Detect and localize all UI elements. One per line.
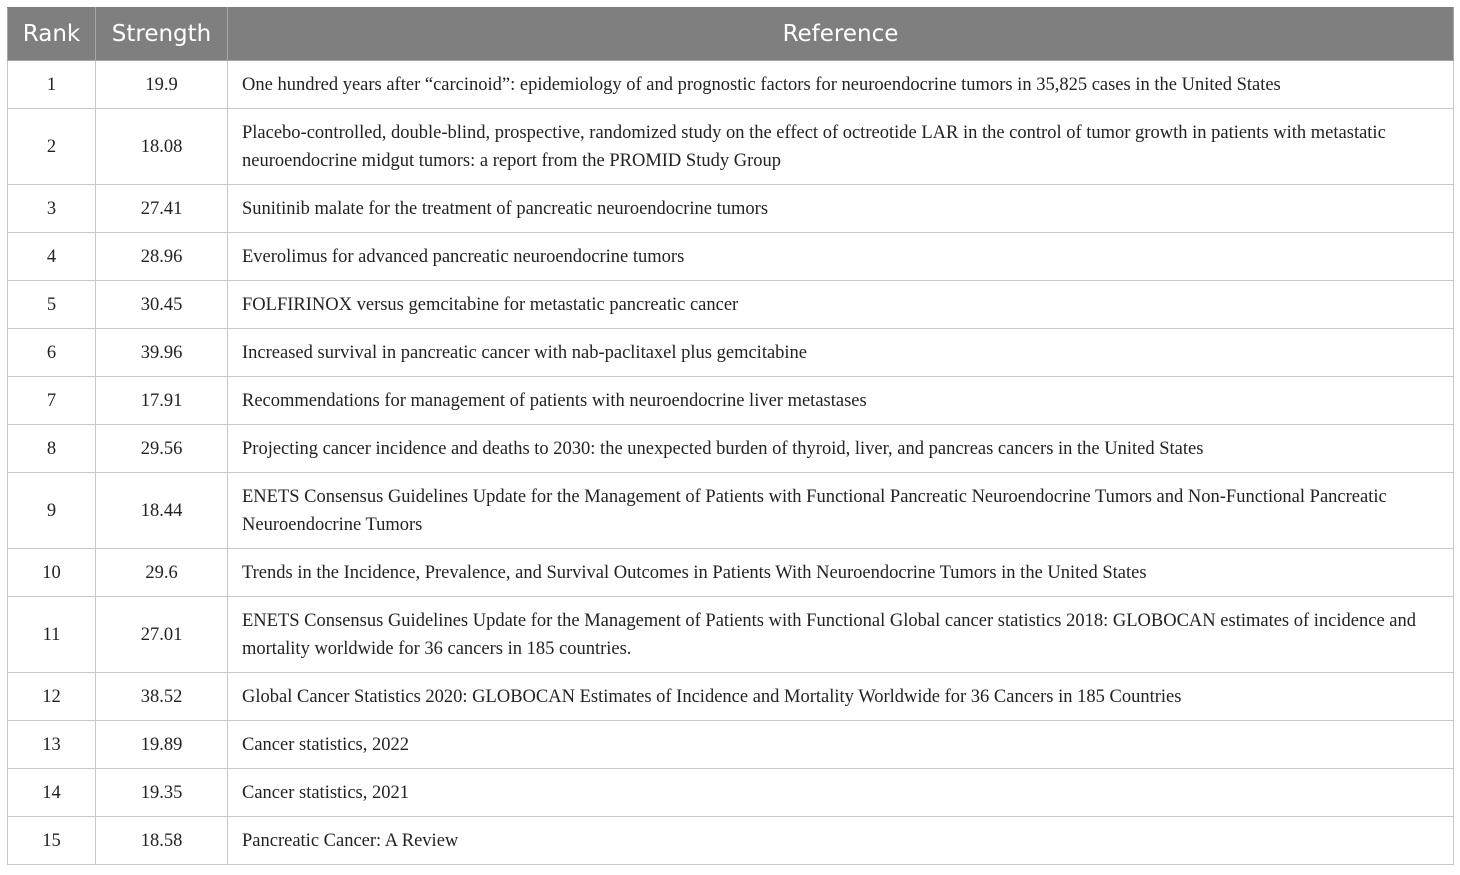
column-header-rank: Rank xyxy=(8,8,96,61)
rank-cell: 5 xyxy=(8,281,96,329)
reference-cell: Trends in the Incidence, Prevalence, and Survival Outcomes in Patients With Neuroendocrine Tumors in the United States xyxy=(228,549,1454,597)
strength-cell: 18.08 xyxy=(96,109,228,185)
table-row xyxy=(8,233,1454,281)
table-row xyxy=(8,721,1454,769)
table-row xyxy=(8,549,1454,597)
strength-cell: 19.9 xyxy=(96,61,228,109)
reference-cell: Increased survival in pancreatic cancer with nab-paclitaxel plus gemcitabine xyxy=(228,329,1454,377)
strength-cell: 19.89 xyxy=(96,721,228,769)
table-row xyxy=(8,597,1454,673)
rank-cell: 6 xyxy=(8,329,96,377)
rank-cell: 15 xyxy=(8,817,96,865)
strength-cell: 19.35 xyxy=(96,769,228,817)
rank-cell: 8 xyxy=(8,425,96,473)
column-header-strength: Strength xyxy=(96,8,228,61)
table-row xyxy=(8,425,1454,473)
rank-cell: 11 xyxy=(8,597,96,673)
strength-cell: 39.96 xyxy=(96,329,228,377)
strength-cell: 30.45 xyxy=(96,281,228,329)
reference-cell: Cancer statistics, 2022 xyxy=(228,721,1454,769)
rank-cell: 7 xyxy=(8,377,96,425)
table-row xyxy=(8,329,1454,377)
rank-cell: 12 xyxy=(8,673,96,721)
table-row xyxy=(8,673,1454,721)
rank-cell: 14 xyxy=(8,769,96,817)
rank-cell: 9 xyxy=(8,473,96,549)
reference-cell: Global Cancer Statistics 2020: GLOBOCAN Estimates of Incidence and Mortality Worldwide for 36 Cancers in 185 Countries xyxy=(228,673,1454,721)
reference-cell: Pancreatic Cancer: A Review xyxy=(228,817,1454,865)
table-row xyxy=(8,817,1454,865)
table-body xyxy=(8,61,1454,865)
reference-cell: Cancer statistics, 2021 xyxy=(228,769,1454,817)
column-header-reference: Reference xyxy=(228,8,1454,61)
strength-cell: 17.91 xyxy=(96,377,228,425)
references-table xyxy=(7,7,1454,865)
rank-cell: 1 xyxy=(8,61,96,109)
rank-cell: 4 xyxy=(8,233,96,281)
table-row xyxy=(8,769,1454,817)
table-row xyxy=(8,281,1454,329)
table-header xyxy=(8,8,1454,61)
strength-cell: 18.58 xyxy=(96,817,228,865)
strength-cell: 27.41 xyxy=(96,185,228,233)
table-row xyxy=(8,377,1454,425)
reference-cell: Projecting cancer incidence and deaths to 2030: the unexpected burden of thyroid, liver, and pancreas cancers in the United States xyxy=(228,425,1454,473)
strength-cell: 28.96 xyxy=(96,233,228,281)
table-row xyxy=(8,109,1454,185)
reference-cell: Recommendations for management of patients with neuroendocrine liver metastases xyxy=(228,377,1454,425)
rank-cell: 2 xyxy=(8,109,96,185)
reference-cell: FOLFIRINOX versus gemcitabine for metastatic pancreatic cancer xyxy=(228,281,1454,329)
strength-cell: 29.56 xyxy=(96,425,228,473)
reference-cell: Sunitinib malate for the treatment of pancreatic neuroendocrine tumors xyxy=(228,185,1454,233)
reference-cell: Everolimus for advanced pancreatic neuroendocrine tumors xyxy=(228,233,1454,281)
reference-cell: ENETS Consensus Guidelines Update for the Management of Patients with Functional Global cancer statistics 2018: GLOBOCAN estimates of incidence and mortality worldwide for 36 cancers in 185 countries. xyxy=(228,597,1454,673)
rank-cell: 10 xyxy=(8,549,96,597)
reference-cell: ENETS Consensus Guidelines Update for the Management of Patients with Functional Pancreatic Neuroendocrine Tumors and Non-Functional Pancreatic Neuroendocrine Tumors xyxy=(228,473,1454,549)
strength-cell: 18.44 xyxy=(96,473,228,549)
rank-cell: 3 xyxy=(8,185,96,233)
strength-cell: 27.01 xyxy=(96,597,228,673)
rank-cell: 13 xyxy=(8,721,96,769)
table-row xyxy=(8,61,1454,109)
reference-cell: Placebo-controlled, double-blind, prospective, randomized study on the effect of octreotide LAR in the control of tumor growth in patients with metastatic neuroendocrine midgut tumors: a report from the PROMID Study Group xyxy=(228,109,1454,185)
table-row xyxy=(8,185,1454,233)
header-row xyxy=(8,8,1454,61)
strength-cell: 38.52 xyxy=(96,673,228,721)
references-table-container xyxy=(7,7,1453,865)
strength-cell: 29.6 xyxy=(96,549,228,597)
reference-cell: One hundred years after “carcinoid”: epidemiology of and prognostic factors for neuroendocrine tumors in 35,825 cases in the United States xyxy=(228,61,1454,109)
table-row xyxy=(8,473,1454,549)
